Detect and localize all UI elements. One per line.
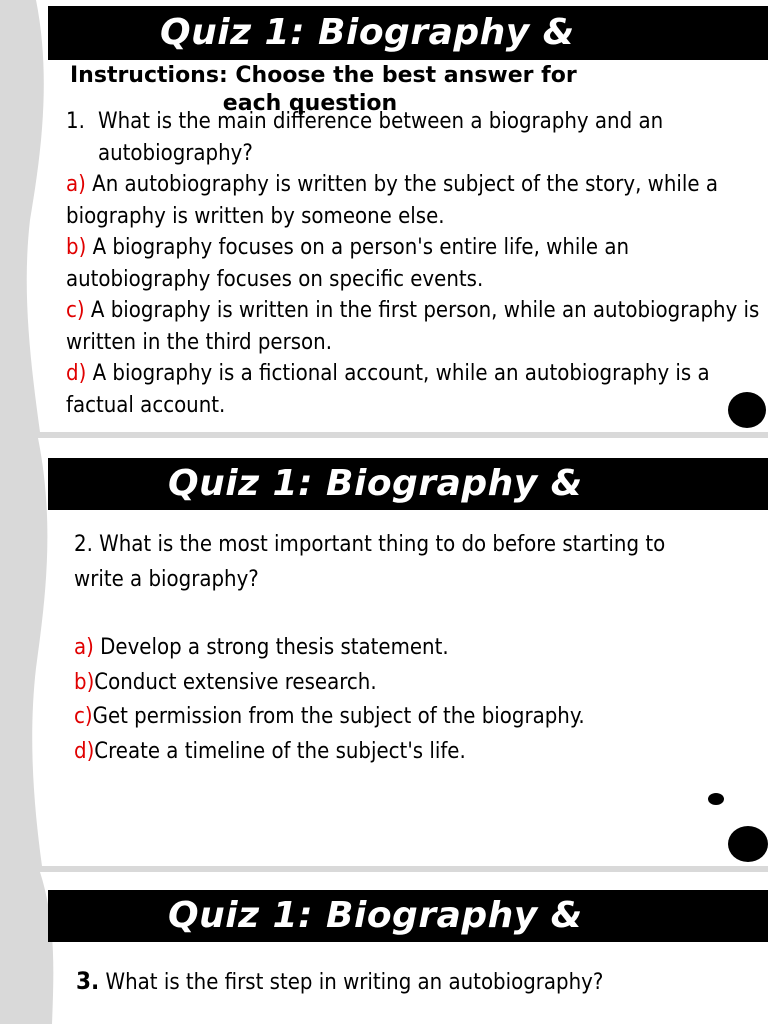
option-text: Develop a strong thesis statement.: [100, 635, 449, 660]
slide-edge-wave: [0, 0, 70, 432]
instructions-line-1: Instructions: Choose the best answer for: [70, 63, 577, 88]
decorative-dot: [728, 826, 768, 862]
option-b: [66, 232, 766, 295]
question-text: What is the main difference between a biography and an autobiography?: [98, 109, 664, 166]
option-text: Create a timeline of the subject's life.: [94, 738, 466, 764]
slide-3: [0, 872, 768, 1024]
question-number: 1.: [66, 109, 85, 134]
option-a: [66, 169, 766, 232]
slide-title: Quiz 1: Biography &: [168, 895, 583, 936]
question-2-block: [74, 528, 674, 769]
slide-title-banner: [48, 890, 768, 942]
option-letter: c): [66, 298, 85, 323]
option-text: A biography focuses on a person's entire life, while an autobiography focuses on specific events.: [66, 235, 630, 292]
option-c: [74, 700, 674, 735]
decorative-dot-small: [708, 793, 724, 805]
option-text: A biography is a fictional account, while an autobiography is a factual account.: [66, 361, 710, 418]
slide-title: Quiz 1: Biography &: [160, 12, 575, 53]
decorative-dot: [728, 392, 766, 428]
option-letter: b): [74, 669, 95, 695]
question-3-block: [76, 964, 756, 1000]
option-c: [66, 295, 766, 358]
option-letter: c): [74, 704, 93, 729]
option-letter: a): [74, 635, 94, 660]
slide-1: [0, 0, 768, 432]
instructions-line-2: each question: [222, 91, 398, 116]
option-d: [74, 735, 674, 770]
option-text: Get permission from the subject of the biography.: [92, 704, 585, 729]
option-b: [74, 666, 674, 701]
slide-title-banner: [48, 458, 768, 510]
question-number: 3.: [76, 967, 100, 995]
option-d: [66, 358, 766, 421]
slide-title: Quiz 1: Biography &: [168, 463, 583, 504]
slide-title-banner: [48, 6, 768, 60]
option-letter: d): [66, 361, 87, 386]
option-a: [74, 631, 674, 666]
option-letter: a): [66, 172, 86, 197]
option-letter: d): [74, 738, 95, 764]
question-text: 2. What is the most important thing to do before starting to write a biography?: [74, 532, 666, 592]
option-text: An autobiography is written by the subject of the story, while a biography is written by someone else.: [66, 172, 719, 229]
slide-2: [0, 438, 768, 866]
question-1-block: [66, 106, 766, 421]
option-letter: b): [66, 235, 87, 260]
option-text: A biography is written in the first person, while an autobiography is written in the third person.: [66, 298, 760, 355]
question-text: What is the first step in writing an autobiography?: [105, 970, 604, 995]
option-text: Conduct extensive research.: [94, 669, 377, 695]
